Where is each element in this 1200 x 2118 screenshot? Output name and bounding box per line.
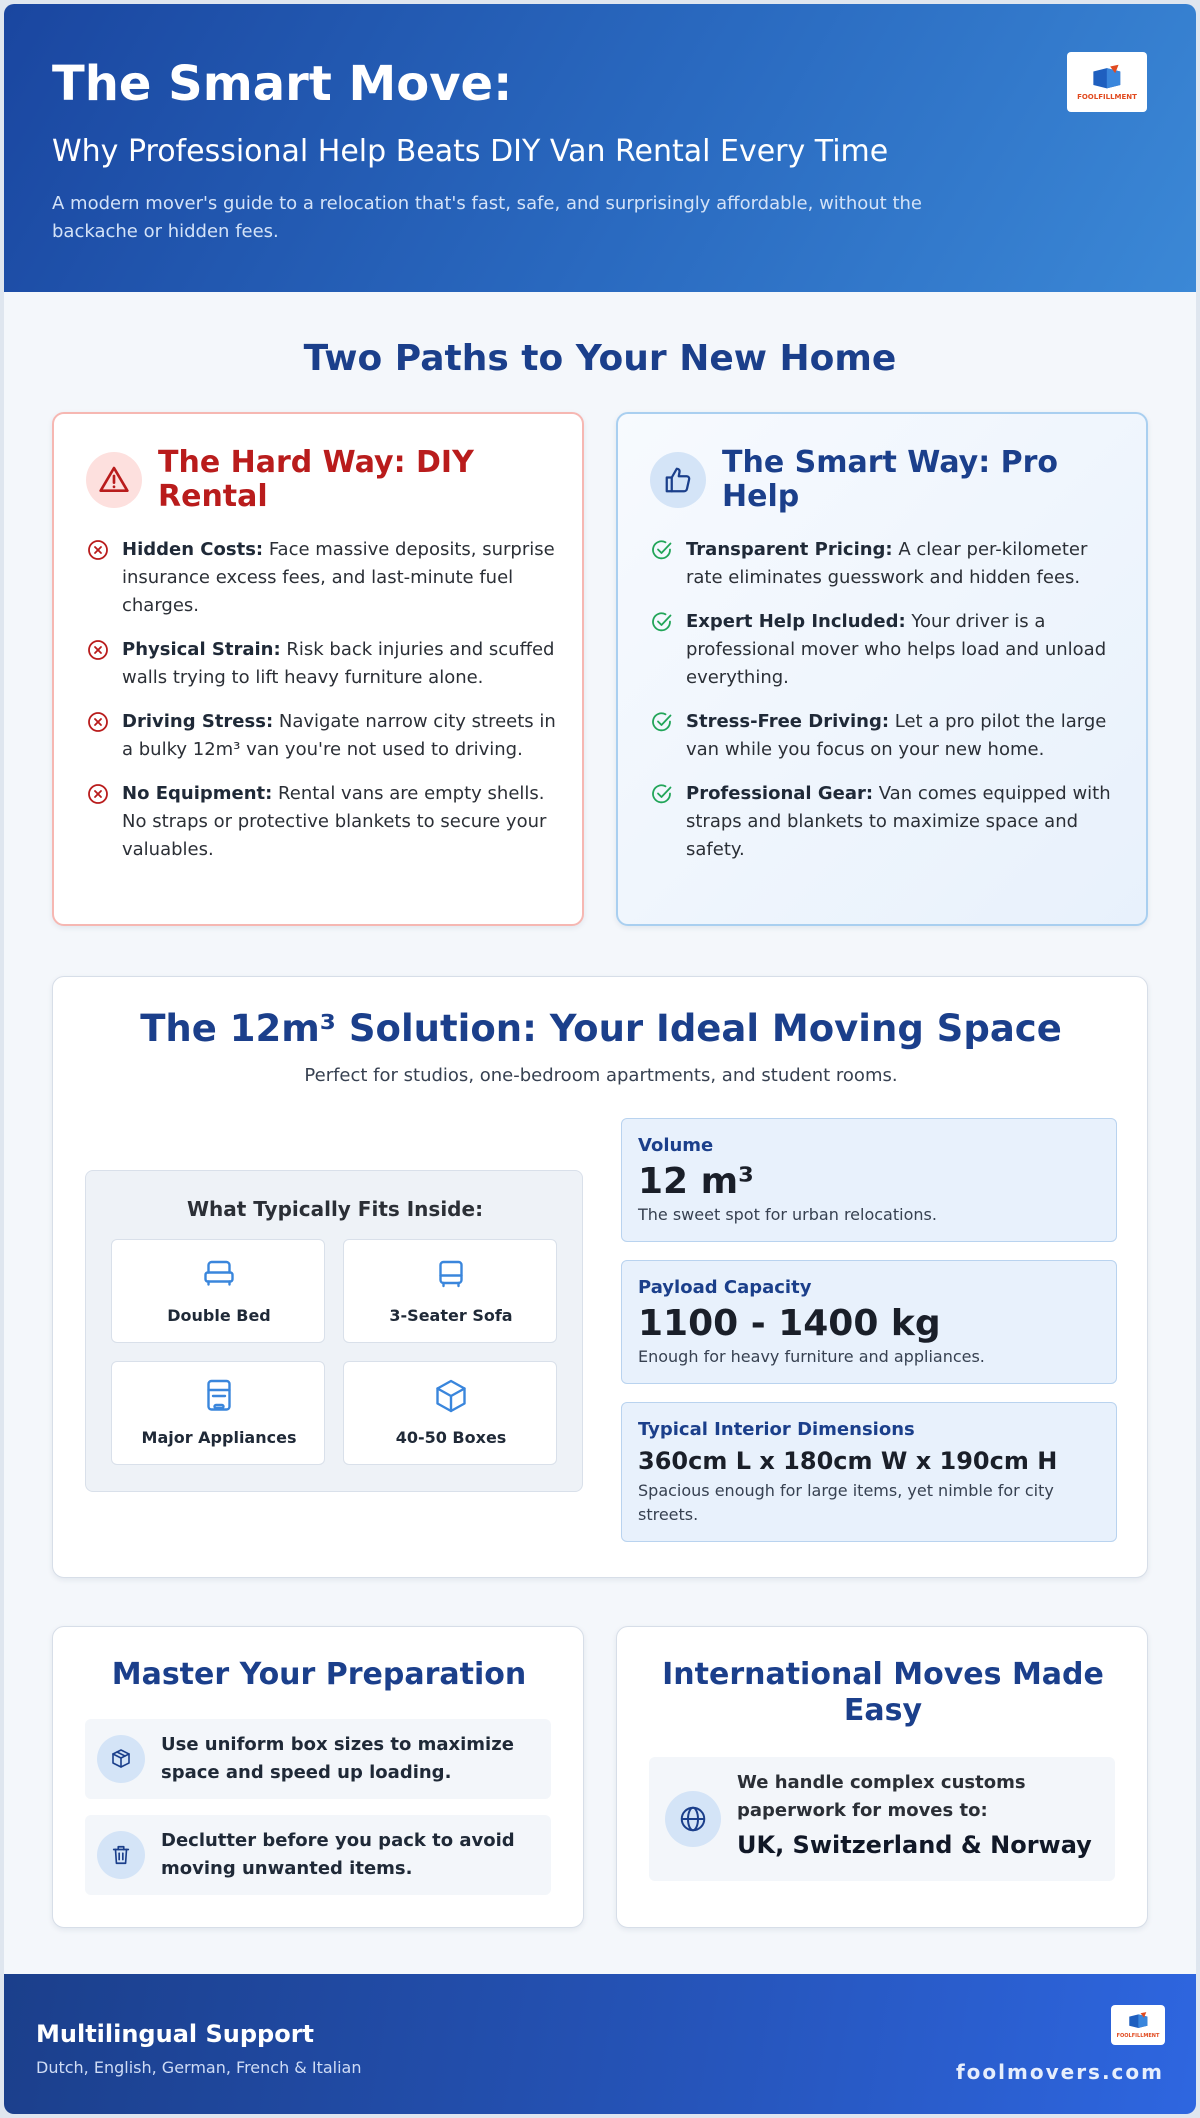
fit-item-label: Major Appliances	[141, 1428, 297, 1447]
x-circle-icon	[86, 638, 110, 662]
item-description: A clear per-kilometer rate eliminates guesswork and hidden fees.	[686, 539, 1088, 588]
international-card	[616, 1626, 1148, 1928]
page-description: A modern mover's guide to a relocation that's fast, safe, and surprisingly affordable, without the backache or hidden fees.	[52, 193, 922, 242]
check-circle-icon	[650, 782, 674, 806]
smart-way-list	[650, 536, 1120, 880]
item-text	[122, 708, 556, 764]
item-text	[122, 636, 556, 692]
x-circle-icon	[86, 538, 110, 562]
item-text	[122, 536, 556, 620]
logo-mark-icon	[1127, 2011, 1150, 2030]
item-description: Risk back injuries and scuffed walls trying to lift heavy furniture alone.	[122, 639, 555, 688]
con-item	[86, 636, 556, 692]
brand-logo	[1067, 52, 1147, 112]
logo-text: FOOLFILLMENT	[1077, 93, 1137, 102]
con-item	[86, 780, 556, 864]
paths-section-title: Two Paths to Your New Home	[303, 338, 897, 379]
fit-item-boxes	[343, 1361, 557, 1465]
prep-tip	[85, 1815, 551, 1895]
spec-label: Volume	[638, 1135, 714, 1156]
logo-mark-icon	[1090, 63, 1124, 92]
solution-title: The 12m³ Solution: Your Ideal Moving Space	[140, 1007, 1062, 1050]
footer-brand-logo	[1111, 2005, 1165, 2045]
trash-icon	[97, 1831, 145, 1879]
pro-item	[650, 536, 1120, 592]
con-item	[86, 536, 556, 620]
item-text	[686, 536, 1120, 592]
international-title: International Moves Made Easy	[662, 1657, 1104, 1728]
footer-languages: Dutch, English, German, French & Italian	[36, 2058, 362, 2077]
sofa-icon	[433, 1256, 469, 1292]
preparation-title: Master Your Preparation	[111, 1657, 527, 1692]
hard-way-header	[86, 446, 548, 514]
item-label: Expert Help Included:	[686, 611, 906, 632]
page-title: The Smart Move:	[52, 56, 513, 112]
item-description: Navigate narrow city streets in a bulky 12m³ van you're not used to driving.	[122, 711, 556, 760]
item-label: Stress-Free Driving:	[686, 711, 890, 732]
smart-way-card	[616, 412, 1148, 926]
item-text	[686, 780, 1120, 864]
hard-way-list	[86, 536, 556, 880]
spec-value: 12 m³	[638, 1161, 754, 1202]
fit-item-appliances	[111, 1361, 325, 1465]
x-circle-icon	[86, 710, 110, 734]
item-label: Physical Strain:	[122, 639, 281, 660]
item-text	[686, 708, 1120, 764]
hard-way-card	[52, 412, 584, 926]
con-item	[86, 708, 556, 764]
spec-volume	[621, 1118, 1117, 1242]
smart-way-title: The Smart Way: Pro Help	[722, 445, 1059, 514]
page-subtitle: Why Professional Help Beats DIY Van Rental Every Time	[52, 134, 889, 169]
bed-icon	[201, 1256, 237, 1292]
item-label: Driving Stress:	[122, 711, 274, 732]
prep-tip	[85, 1719, 551, 1799]
what-fits-title: What Typically Fits Inside:	[186, 1197, 484, 1221]
footer	[4, 1974, 1196, 2114]
item-label: Transparent Pricing:	[686, 539, 893, 560]
check-circle-icon	[650, 610, 674, 634]
item-description: Face massive deposits, surprise insurance excess fees, and last-minute fuel charges.	[122, 539, 555, 616]
international-text: We handle complex customs paperwork for moves to:	[737, 1772, 1026, 1821]
pro-item	[650, 708, 1120, 764]
spec-dimensions	[621, 1402, 1117, 1542]
spec-label: Payload Capacity	[638, 1277, 812, 1298]
international-info	[649, 1757, 1115, 1881]
check-circle-icon	[650, 710, 674, 734]
warning-icon	[86, 452, 142, 508]
spec-description: The sweet spot for urban relocations.	[638, 1205, 937, 1224]
item-text	[686, 608, 1120, 692]
check-circle-icon	[650, 538, 674, 562]
item-text	[122, 780, 556, 864]
item-label: Professional Gear:	[686, 783, 874, 804]
item-description: Van comes equipped with straps and blankets to maximize space and safety.	[686, 783, 1111, 860]
spec-value: 1100 - 1400 kg	[638, 1303, 941, 1344]
item-description: Your driver is a professional mover who helps load and unload everything.	[686, 611, 1107, 688]
globe-icon	[665, 1791, 721, 1847]
prep-tip-text: Use uniform box sizes to maximize space and speed up loading.	[161, 1734, 514, 1783]
what-fits-panel	[85, 1170, 583, 1492]
pro-item	[650, 780, 1120, 864]
thumbs-up-icon	[650, 452, 706, 508]
footer-website-link[interactable]: foolmovers.com	[955, 2060, 1164, 2084]
box-pack-icon	[97, 1735, 145, 1783]
fit-item-label: 3-Seater Sofa	[389, 1306, 513, 1325]
fit-item-label: Double Bed	[167, 1306, 271, 1325]
spec-description: Enough for heavy furniture and appliances.	[638, 1347, 985, 1366]
infographic-page	[4, 4, 1196, 2114]
solution-subtitle: Perfect for studios, one-bedroom apartments, and student rooms.	[304, 1065, 898, 1086]
van-solution-card	[52, 976, 1148, 1578]
footer-title: Multilingual Support	[36, 2020, 315, 2048]
smart-way-header	[650, 446, 1112, 514]
fit-item-label: 40-50 Boxes	[395, 1428, 507, 1447]
item-label: No Equipment:	[122, 783, 273, 804]
item-description: Rental vans are empty shells. No straps or protective blankets to secure your valuables.	[122, 783, 547, 860]
international-countries: UK, Switzerland & Norway	[737, 1831, 1092, 1859]
preparation-card	[52, 1626, 584, 1928]
spec-description: Spacious enough for large items, yet nimble for city streets.	[638, 1481, 1054, 1524]
hard-way-title: The Hard Way: DIY Rental	[158, 445, 474, 514]
fit-item-double-bed	[111, 1239, 325, 1343]
item-label: Hidden Costs:	[122, 539, 264, 560]
spec-label: Typical Interior Dimensions	[638, 1419, 915, 1440]
x-circle-icon	[86, 782, 110, 806]
spec-payload	[621, 1260, 1117, 1384]
logo-text: FOOLFILLMENT	[1116, 2032, 1160, 2039]
item-description: Let a pro pilot the large van while you focus on your new home.	[686, 711, 1107, 760]
fit-item-sofa	[343, 1239, 557, 1343]
appliance-icon	[201, 1378, 237, 1414]
hero-header	[4, 4, 1196, 292]
box-icon	[433, 1378, 469, 1414]
pro-item	[650, 608, 1120, 692]
prep-tip-text: Declutter before you pack to avoid moving unwanted items.	[161, 1830, 515, 1879]
spec-value: 360cm L x 180cm W x 190cm H	[638, 1447, 1058, 1475]
